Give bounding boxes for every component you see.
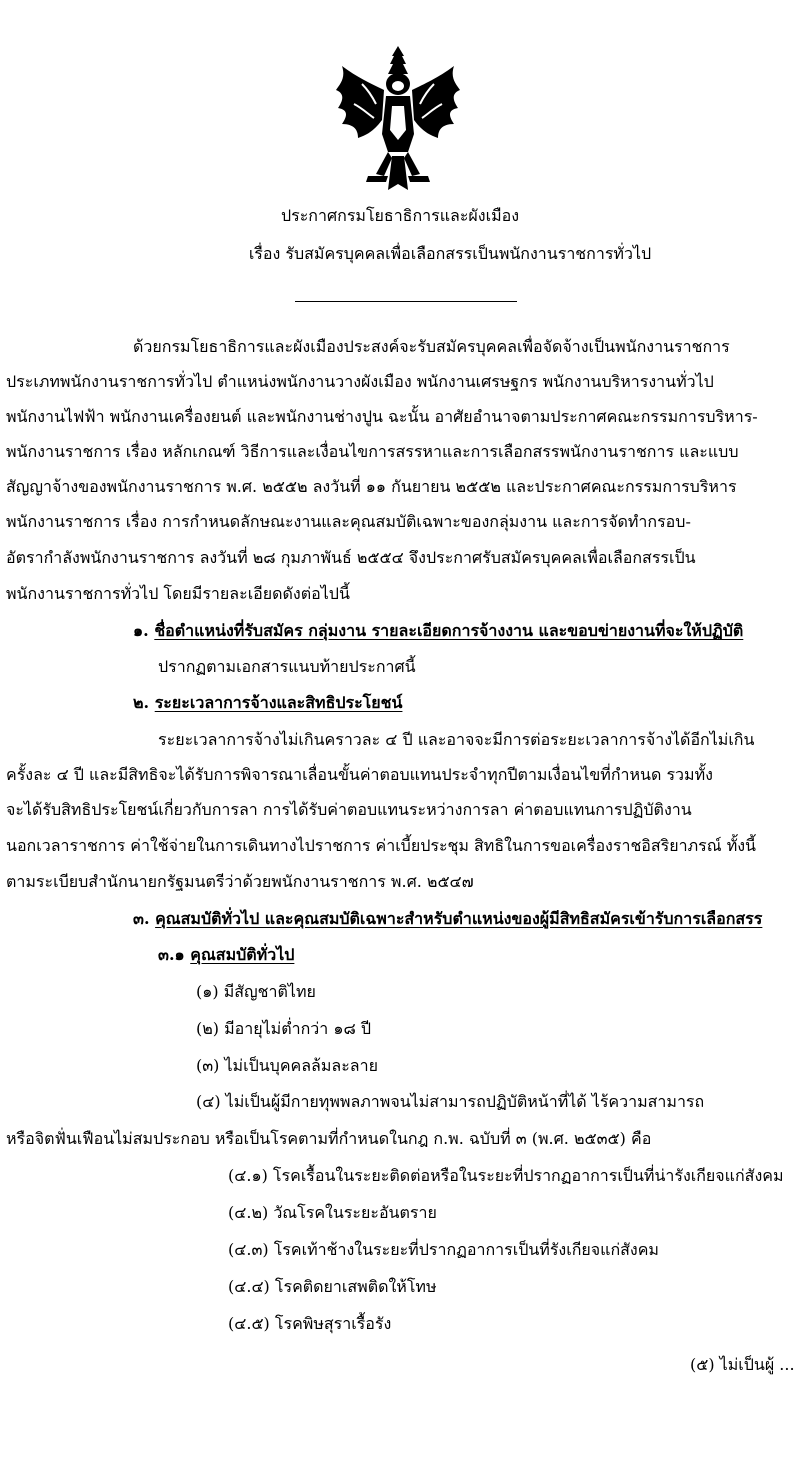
disease-item: (๔.๑) โรคเรื้อนในระยะติดต่อหรือในระยะที่ปรากฏอาการเป็นที่น่ารังเกียจแก่สังคม bbox=[228, 1166, 784, 1185]
disease-item: (๔.๓) โรคเท้าช้างในระยะที่ปรากฏอาการเป็นที่รังเกียจแก่สังคม bbox=[228, 1240, 659, 1259]
garuda-emblem-icon bbox=[332, 44, 464, 196]
section-3-1-heading bbox=[158, 944, 294, 966]
section-1-text: ปรากฏตามเอกสารแนบท้ายประกาศนี้ bbox=[158, 657, 416, 676]
intro-line: พนักงานราชการ เรื่อง การกำหนดลักษณะงานและคุณสมบัติเฉพาะของกลุ่มงาน และการจัดทำกรอบ- bbox=[6, 512, 691, 531]
section-2-heading bbox=[133, 692, 402, 714]
intro-line: พนักงานราชการ เรื่อง หลักเกณฑ์ วิธีการและเงื่อนไขการสรรหาและการเลือกสรรพนักงานราชการ และแบบ bbox=[6, 442, 739, 461]
section-1-title: ชื่อตำแหน่งที่รับสมัคร กลุ่มงาน รายละเอียดการจ้างงาน และขอบข่ายงานที่จะให้ปฏิบัติ bbox=[154, 621, 744, 640]
intro-line: พนักงานไฟฟ้า พนักงานเครื่องยนต์ และพนักงานช่างปูน ฉะนั้น อาศัยอำนาจตามประกาศคณะกรรมการบริหาร- bbox=[6, 407, 758, 426]
announcement-subject: เรื่อง รับสมัครบุคคลเพื่อเลือกสรรเป็นพนักงานราชการทั่วไป bbox=[248, 244, 652, 263]
intro-line: ประเภทพนักงานราชการทั่วไป ตำแหน่งพนักงานวางผังเมือง พนักงานเศรษฐกร พนักงานบริหารงานทั่วไป bbox=[6, 372, 714, 391]
qualification-item: (๓) ไม่เป็นบุคคลล้มละลาย bbox=[196, 1056, 378, 1075]
disease-item: (๔.๒) วัณโรคในระยะอันตราย bbox=[228, 1203, 437, 1222]
section-2-line: นอกเวลาราชการ ค่าใช้จ่ายในการเดินทางไปราชการ ค่าเบี้ยประชุม สิทธิในการขอเครื่องราชอิสริยาภรณ์ ทั้งนี้ bbox=[6, 836, 756, 855]
section-3-1-number: ๓.๑ bbox=[158, 945, 185, 964]
header-divider bbox=[295, 301, 517, 302]
section-3-1-title: คุณสมบัติทั่วไป bbox=[190, 945, 295, 964]
intro-line: สัญญาจ้างของพนักงานราชการ พ.ศ. ๒๕๕๒ ลงวันที่ ๑๑ กันยายน ๒๕๕๒ และประกาศคณะกรรมการบริหาร bbox=[6, 477, 737, 496]
disease-item: (๔.๔) โรคติดยาเสพติดให้โทษ bbox=[228, 1277, 437, 1296]
qualification-item: (๑) มีสัญชาติไทย bbox=[196, 982, 316, 1001]
section-2-line: จะได้รับสิทธิประโยชน์เกี่ยวกับการลา การได้รับค่าตอบแทนระหว่างการลา ค่าตอบแทนการปฏิบัติงาน bbox=[6, 800, 692, 819]
section-1-number: ๑. bbox=[133, 621, 149, 640]
qualification-continuation: หรือจิตฟั่นเฟือนไม่สมประกอบ หรือเป็นโรคตามที่กำหนดในกฎ ก.พ. ฉบับที่ ๓ (พ.ศ. ๒๕๓๕) คือ bbox=[6, 1129, 652, 1148]
disease-item: (๔.๕) โรคพิษสุราเรื้อรัง bbox=[228, 1314, 392, 1333]
section-2-line: ระยะเวลาการจ้างไม่เกินคราวละ ๔ ปี และอาจจะมีการต่อระยะเวลาการจ้างได้อีกไม่เกิน bbox=[158, 730, 755, 749]
section-3-number: ๓. bbox=[133, 909, 150, 928]
section-3-heading bbox=[133, 908, 762, 930]
section-1-heading bbox=[133, 620, 743, 642]
intro-line: ด้วยกรมโยธาธิการและผังเมืองประสงค์จะรับสมัครบุคคลเพื่อจัดจ้างเป็นพนักงานราชการ bbox=[133, 337, 730, 356]
intro-line: อัตรากำลังพนักงานราชการ ลงวันที่ ๒๘ กุมภาพันธ์ ๒๕๕๔ จึงประกาศรับสมัครบุคคลเพื่อเลือกสรรเป็น bbox=[6, 548, 696, 567]
section-2-title: ระยะเวลาการจ้างและสิทธิประโยชน์ bbox=[154, 693, 403, 712]
page-continuation: (๕) ไม่เป็นผู้ ... bbox=[690, 1355, 795, 1374]
intro-line: พนักงานราชการทั่วไป โดยมีรายละเอียดดังต่อไปนี้ bbox=[6, 584, 350, 603]
section-3-title: คุณสมบัติทั่วไป และคุณสมบัติเฉพาะสำหรับตำแหน่งของผู้มีสิทธิสมัครเข้ารับการเลือกสรร bbox=[155, 909, 763, 928]
section-2-line: ครั้งละ ๔ ปี และมีสิทธิจะได้รับการพิจารณาเลื่อนขั้นค่าตอบแทนประจำทุกปีตามเงื่อนไขที่กำหนด รวมทั้ง bbox=[6, 765, 713, 784]
section-2-line: ตามระเบียบสำนักนายกรัฐมนตรีว่าด้วยพนักงานราชการ พ.ศ. ๒๕๔๗ bbox=[6, 872, 474, 891]
qualification-item: (๒) มีอายุไม่ต่ำกว่า ๑๘ ปี bbox=[196, 1019, 372, 1038]
announcement-title: ประกาศกรมโยธาธิการและผังเมือง bbox=[280, 206, 520, 225]
section-2-number: ๒. bbox=[133, 693, 150, 712]
qualification-item: (๔) ไม่เป็นผู้มีกายทุพพลภาพจนไม่สามารถปฏิบัติหน้าที่ได้ ไร้ความสามารถ bbox=[196, 1092, 705, 1111]
